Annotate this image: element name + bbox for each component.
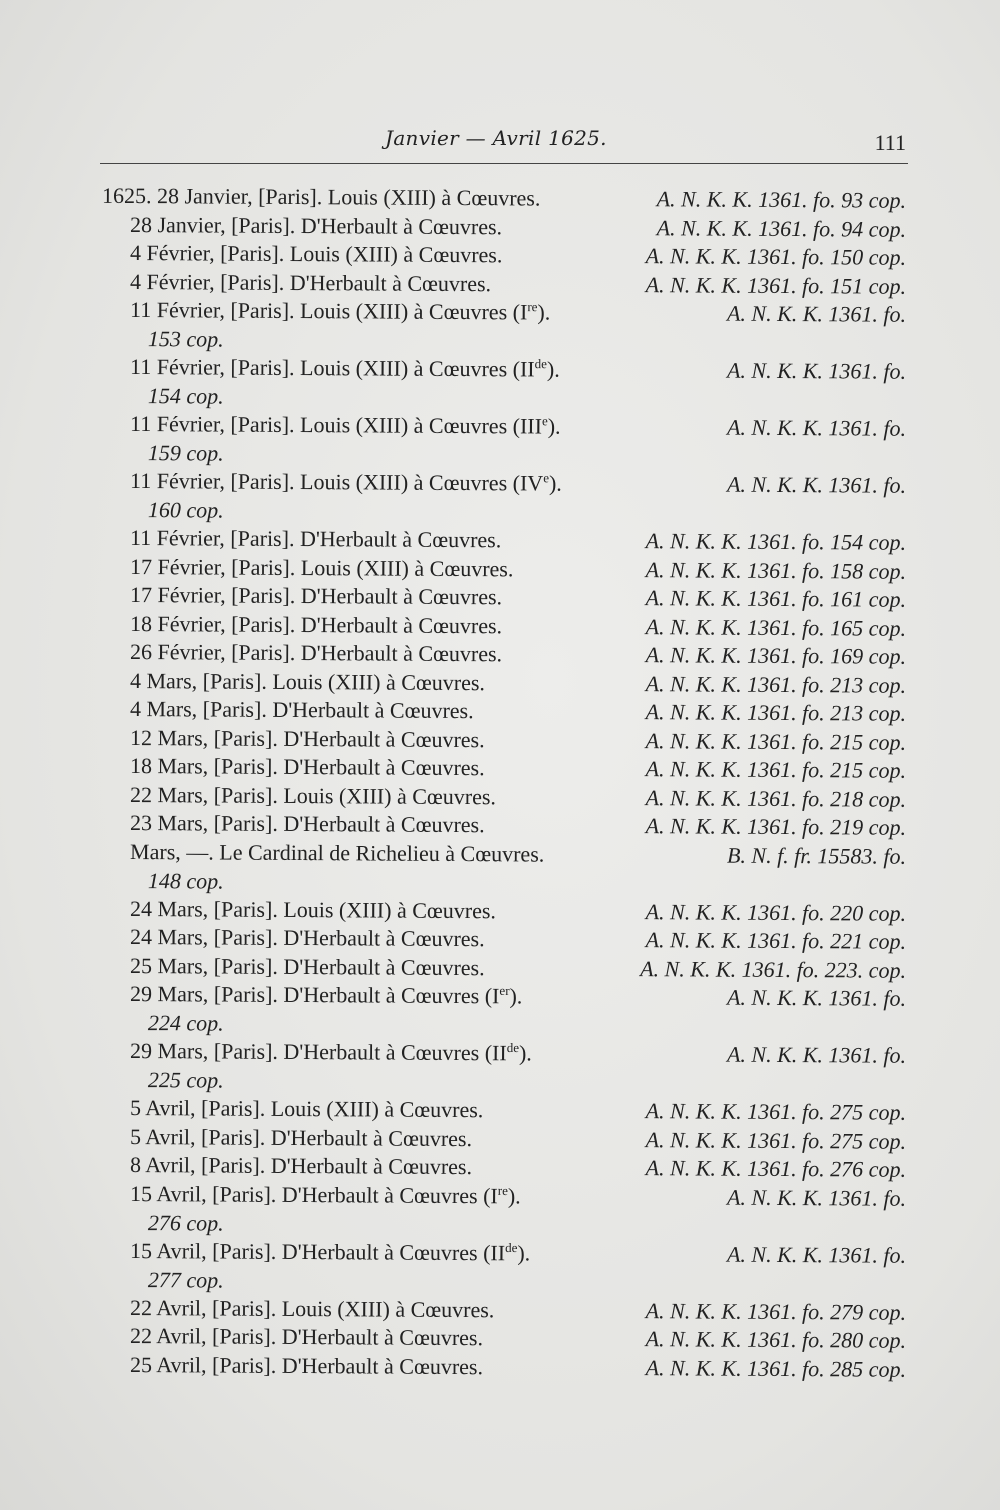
entry-description: 15 Avril, [Paris]. D'Herbault à Cœuvres (II xyxy=(130,1237,506,1265)
reference-continuation: 159 cop. xyxy=(147,439,224,466)
archive-reference: A. N. K. K. 1361. fo. xyxy=(726,1184,907,1211)
entry-description: 5 Avril, [Paris]. D'Herbault à Cœuvres. xyxy=(129,1123,473,1151)
letter-entry xyxy=(130,838,906,900)
reference-continuation: 225 cop. xyxy=(147,1066,224,1093)
entry-description: 17 Février, [Paris]. Louis (XIII) à Cœuvres. xyxy=(129,553,514,581)
archive-reference: A. N. K. K. 1361. fo. 169 cop. xyxy=(645,642,907,669)
entry-closing: ). xyxy=(507,1182,521,1208)
archive-reference: A. N. K. K. 1361. fo. 223. cop. xyxy=(640,955,907,983)
archive-reference: A. N. K. K. 1361. fo. 221 cop. xyxy=(645,927,907,954)
entry-description: 18 Mars, [Paris]. D'Herbault à Cœuvres. xyxy=(129,753,485,781)
entry-superscript: de xyxy=(506,1039,520,1056)
archive-reference: A. N. K. K. 1361. fo. 279 cop. xyxy=(645,1297,907,1325)
entry-closing: ). xyxy=(548,470,562,496)
entry-description: 4 Mars, [Paris]. D'Herbault à Cœuvres. xyxy=(129,696,474,724)
entry-superscript: de xyxy=(505,1239,518,1255)
letter-entry xyxy=(130,1351,906,1384)
letter-entry xyxy=(130,809,906,842)
letter-entry xyxy=(130,1151,906,1184)
entry-description: Mars, —. Le Cardinal de Richelieu à Cœuvres. xyxy=(130,838,545,867)
entry-description: 28 Janvier, [Paris]. D'Herbault à Cœuvres. xyxy=(129,211,503,239)
entry-description: 22 Mars, [Paris]. Louis (XIII) à Cœuvres. xyxy=(129,781,497,809)
entry-description: 17 Février, [Paris]. D'Herbault à Cœuvres. xyxy=(129,582,503,610)
entry-closing: ). xyxy=(546,356,560,382)
archive-reference: A. N. K. K. 1361. fo. 275 cop. xyxy=(645,1098,907,1125)
archive-reference: A. N. K. K. 1361. fo. xyxy=(726,1241,907,1268)
entry-description: 11 Février, [Paris]. Louis (XIII) à Cœuvres (IV xyxy=(130,468,544,496)
archive-reference: A. N. K. K. 1361. fo. 275 cop. xyxy=(645,1126,907,1154)
archive-reference: A. N. K. K. 1361. fo. 219 cop. xyxy=(645,813,907,840)
entry-closing: ). xyxy=(518,1040,532,1066)
archive-reference: A. N. K. K. 1361. fo. 154 cop. xyxy=(645,528,907,555)
entry-description: 4 Février, [Paris]. D'Herbault à Cœuvres. xyxy=(129,268,492,296)
letter-entry xyxy=(130,638,906,671)
entry-description: 22 Avril, [Paris]. D'Herbault à Cœuvres. xyxy=(129,1323,484,1351)
entry-description: 4 Mars, [Paris]. Louis (XIII) à Cœuvres. xyxy=(129,667,486,695)
archive-reference: A. N. K. K. 1361. fo. 218 cop. xyxy=(645,784,907,812)
archive-reference: A. N. K. K. 1361. fo. 220 cop. xyxy=(645,898,907,926)
reference-continuation: 153 cop. xyxy=(147,325,224,352)
entry-description: 11 Février, [Paris]. Louis (XIII) à Cœuvres (I xyxy=(130,297,528,325)
letter-entry xyxy=(130,695,906,728)
letter-entry xyxy=(101,182,907,215)
header-rule xyxy=(100,163,908,164)
running-title: Janvier — Avril 1625. xyxy=(385,126,607,150)
entry-description: 23 Mars, [Paris]. D'Herbault à Cœuvres. xyxy=(129,810,485,838)
archive-reference: A. N. K. K. 1361. fo. 280 cop. xyxy=(645,1326,907,1353)
reference-continuation: 160 cop. xyxy=(147,496,224,523)
entry-closing: ). xyxy=(517,1239,531,1265)
entry-superscript: er xyxy=(499,982,510,998)
reference-continuation: 154 cop. xyxy=(147,382,224,409)
letter-entry xyxy=(130,467,906,529)
archive-reference: A. N. K. K. 1361. fo. xyxy=(726,1041,907,1068)
letter-entry xyxy=(130,923,906,956)
entry-superscript: e xyxy=(541,413,548,429)
page-number: 111 xyxy=(874,130,906,155)
entry-description: 24 Mars, [Paris]. Louis (XIII) à Cœuvres. xyxy=(129,895,497,923)
letter-entry xyxy=(130,296,906,358)
page-header xyxy=(100,126,912,162)
entry-description: 29 Mars, [Paris]. D'Herbault à Cœuvres (I xyxy=(130,981,500,1009)
letter-entry xyxy=(130,524,906,557)
archive-reference: A. N. K. K. 1361. fo. 158 cop. xyxy=(645,556,907,584)
letter-entry xyxy=(130,410,906,472)
entry-superscript: e xyxy=(543,470,550,486)
entry-description: 25 Mars, [Paris]. D'Herbault à Cœuvres. xyxy=(129,952,485,980)
entry-description: 11 Février, [Paris]. D'Herbault à Cœuvres. xyxy=(129,525,502,553)
archive-reference: A. N. K. K. 1361. fo. 150 cop. xyxy=(645,243,907,270)
reference-continuation: 277 cop. xyxy=(147,1266,224,1292)
archive-reference: A. N. K. K. 1361. fo. xyxy=(726,300,907,327)
entry-closing: ). xyxy=(537,299,551,325)
archive-reference: B. N. f. fr. 15583. fo. xyxy=(726,842,907,869)
archive-reference: A. N. K. K. 1361. fo. 213 cop. xyxy=(645,670,907,698)
archive-reference: A. N. K. K. 1361. fo. 215 cop. xyxy=(645,727,907,755)
letter-entry xyxy=(130,1180,906,1242)
entry-description: 8 Avril, [Paris]. D'Herbault à Cœuvres. xyxy=(129,1152,473,1180)
entry-description: 18 Février, [Paris]. D'Herbault à Cœuvres. xyxy=(129,610,503,638)
entry-superscript: re xyxy=(497,1182,508,1198)
entry-description: 25 Avril, [Paris]. D'Herbault à Cœuvres. xyxy=(129,1351,484,1379)
letter-entry xyxy=(130,752,906,785)
letter-entry xyxy=(130,1322,906,1355)
reference-continuation: 276 cop. xyxy=(147,1209,224,1235)
archive-reference: A. N. K. K. 1361. fo. 215 cop. xyxy=(645,756,907,783)
entry-description: 22 Avril, [Paris]. Louis (XIII) à Cœuvres. xyxy=(129,1294,495,1322)
archive-reference: A. N. K. K. 1361. fo. 151 cop. xyxy=(645,271,907,299)
entry-description: 15 Avril, [Paris]. D'Herbault à Cœuvres (I xyxy=(130,1180,498,1208)
archive-reference: A. N. K. K. 1361. fo. xyxy=(726,471,907,498)
entry-description: 1625. 28 Janvier, [Paris]. Louis (XIII) à Cœuvres. xyxy=(101,182,541,211)
archive-reference: A. N. K. K. 1361. fo. xyxy=(726,414,907,441)
letter-entry xyxy=(130,980,906,1042)
entry-closing: ). xyxy=(509,983,523,1009)
letter-entry xyxy=(130,1237,906,1299)
entry-description: 24 Mars, [Paris]. D'Herbault à Cœuvres. xyxy=(129,924,485,952)
letter-entry xyxy=(130,353,906,415)
archive-reference: A. N. K. K. 1361. fo. 93 cop. xyxy=(656,186,907,213)
entry-description: 5 Avril, [Paris]. Louis (XIII) à Cœuvres. xyxy=(129,1095,484,1123)
entry-description: 11 Février, [Paris]. Louis (XIII) à Cœuvres (III xyxy=(130,411,543,439)
entry-superscript: de xyxy=(534,356,548,372)
archive-reference: A. N. K. K. 1361. fo. 213 cop. xyxy=(645,699,907,726)
archive-reference: A. N. K. K. 1361. fo. xyxy=(726,984,907,1011)
archive-reference: A. N. K. K. 1361. fo. xyxy=(726,357,907,384)
entry-superscript: re xyxy=(527,299,538,315)
reference-continuation: 148 cop. xyxy=(147,867,224,893)
entry-closing: ). xyxy=(547,413,561,439)
entry-description: 29 Mars, [Paris]. D'Herbault à Cœuvres (II xyxy=(130,1038,507,1066)
archive-reference: A. N. K. K. 1361. fo. 165 cop. xyxy=(645,613,907,641)
archive-reference: A. N. K. K. 1361. fo. 276 cop. xyxy=(645,1155,907,1182)
entry-description: 26 Février, [Paris]. D'Herbault à Cœuvres. xyxy=(129,639,503,667)
letter-list xyxy=(101,182,907,1382)
archive-reference: A. N. K. K. 1361. fo. 285 cop. xyxy=(645,1354,907,1382)
archive-reference: A. N. K. K. 1361. fo. 94 cop. xyxy=(656,214,907,242)
archive-reference: A. N. K. K. 1361. fo. 161 cop. xyxy=(645,585,907,612)
letter-entry xyxy=(130,1037,906,1099)
entry-description: 11 Février, [Paris]. Louis (XIII) à Cœuvres (II xyxy=(130,354,535,382)
entry-description: 12 Mars, [Paris]. D'Herbault à Cœuvres. xyxy=(129,724,485,752)
entry-description: 4 Février, [Paris]. Louis (XIII) à Cœuvres. xyxy=(129,240,503,268)
reference-continuation: 224 cop. xyxy=(147,1009,224,1036)
letter-entry xyxy=(130,1094,906,1127)
letter-entry xyxy=(130,239,906,272)
letter-entry xyxy=(130,581,906,614)
